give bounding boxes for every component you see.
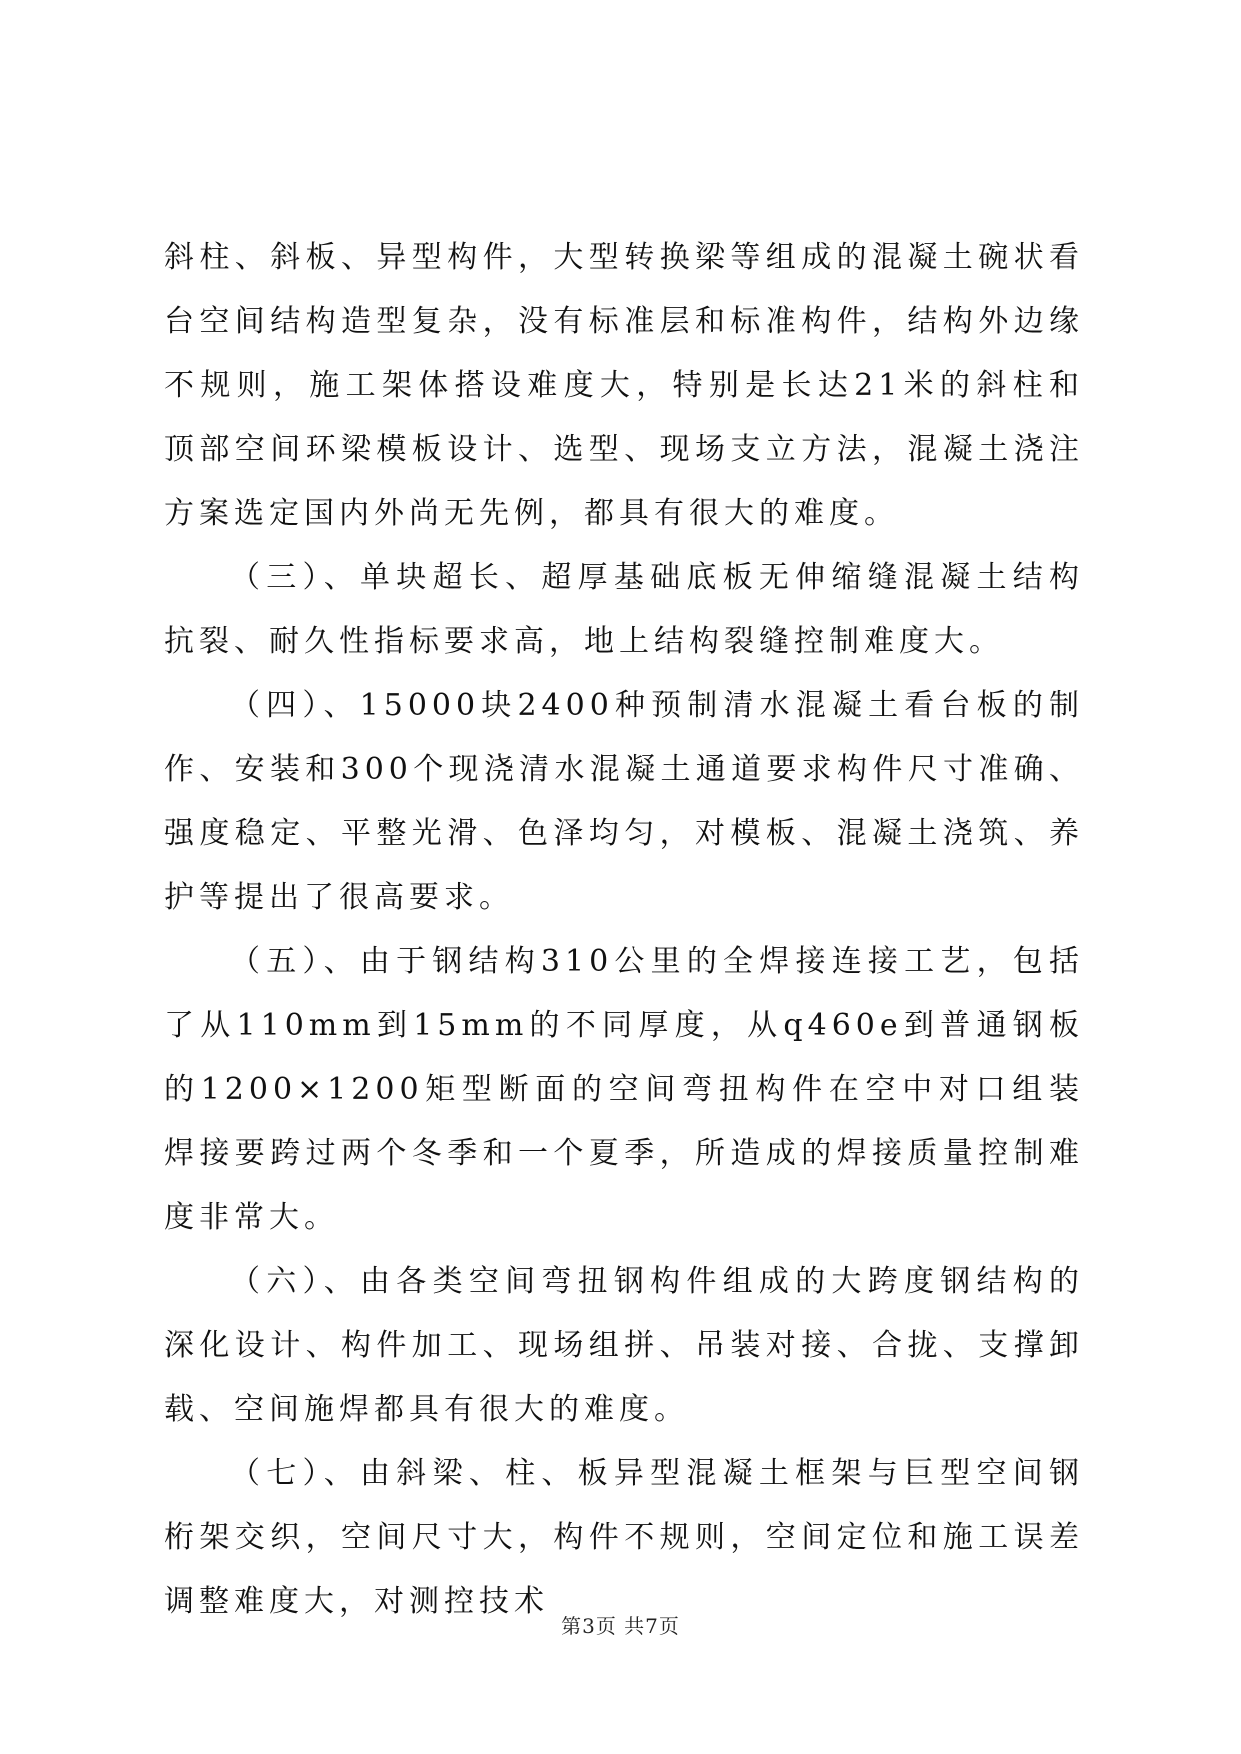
document-body (164, 226, 1084, 1634)
paragraph-item-7: （七）、由斜梁、柱、板异型混凝土框架与巨型空间钢桁架交织，空间尺寸大，构件不规则，空间定位和施工误差调整难度大，对测控技术 (164, 1456, 1084, 1619)
paragraph-item-6: （六）、由各类空间弯扭钢构件组成的大跨度钢结构的深化设计、构件加工、现场组拼、吊装对接、合拢、支撑卸载、空间施焊都具有很大的难度。 (164, 1264, 1084, 1427)
paragraph-item-4: （四）、15000块2400种预制清水混凝土看台板的制作、安装和300个现浇清水混凝土通道要求构件尺寸准确、强度稳定、平整光滑、色泽均匀，对模板、混凝土浇筑、养护等提出了很高要求。 (164, 688, 1084, 915)
paragraph-item-5: （五）、由于钢结构310公里的全焊接连接工艺，包括了从110mm到15mm的不同厚度，从q460e到普通钢板的1200×1200矩型断面的空间弯扭构件在空中对口组装焊接要跨过两个冬季和一个夏季，所造成的焊接质量控制难度非常大。 (164, 944, 1084, 1235)
page-number-label: 第3页 共7页 (561, 1614, 680, 1638)
paragraph-item-3: （三）、单块超长、超厚基础底板无伸缩缝混凝土结构抗裂、耐久性指标要求高，地上结构裂缝控制难度大。 (164, 560, 1084, 659)
page-footer (0, 1610, 1241, 1639)
paragraph-continuation: 斜柱、斜板、异型构件，大型转换梁等组成的混凝土碗状看台空间结构造型复杂，没有标准层和标准构件，结构外边缘不规则，施工架体搭设难度大，特别是长达21米的斜柱和顶部空间环梁模板设计、选型、现场支立方法，混凝土浇注方案选定国内外尚无先例，都具有很大的难度。 (164, 240, 1084, 531)
